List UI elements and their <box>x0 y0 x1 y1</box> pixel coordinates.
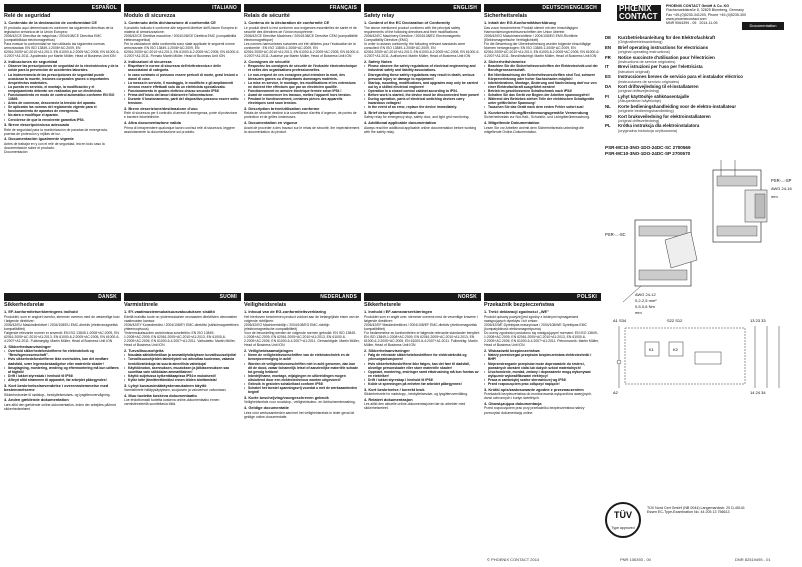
column-es <box>4 13 120 293</box>
paragraph: Lue ehdottomasti tuotetta koskeva online-dokumentaatio ennen varmistinreleellä suoritettavia töitä. <box>124 398 220 407</box>
circuit-a1: A1 S34 <box>613 318 627 323</box>
list-item: • Overhold sikkerhedsforskrifterne for elektroteknik og "Berufsgenossenschaft". <box>4 349 120 357</box>
column-de <box>484 13 600 293</box>
heading: 2. Safety Notes <box>364 58 392 64</box>
lang-bar-fr: FRANÇAIS <box>244 4 361 12</box>
language-title: Brevi istruzioni per l'uso per l'elettricista <box>618 64 703 70</box>
footer-pnr: PNR 106393 - 00 <box>620 557 651 562</box>
heading: 1. Inhalt der EG-Konformitätserklärung <box>484 19 556 25</box>
paragraph: 2006/42/EY Konedirektiivi / 2004/108/EY EMC-direktiivi (sähkömagneettinen yhteensopivuus) <box>124 322 239 331</box>
section-title: Relais de sécurité <box>244 13 290 19</box>
paragraph: 2006/42/CE Directive Machines / 2004/108/CE Directive CEM (compatibilité électromagnétique) <box>244 33 358 42</box>
language-subtitle: (instrucciones de servicio originales) <box>618 79 680 84</box>
tuv-text: TÜV Nord Cert GmbH (NB 0044) Langemarckstr. 20 D-45141 Essen EC-Type-Examination No. 44 205 13 756613 <box>647 506 745 515</box>
heading: 1. Inhoud van de EG-conformiteitsverklaring <box>244 308 326 314</box>
list-item: • Prima dell'inizio dei lavori disinserire l'alimentazione. <box>124 93 240 97</box>
lang-bar-es: ESPAÑOL <box>4 4 121 12</box>
heading: 1. EY-vaatimustenmukaisuusvakuutuksen sisältö <box>124 308 215 314</box>
paragraph: Le produit décrit ici est conforme aux exigences essentielles de santé et de sécurité des directives de l'Union européenne : <box>244 25 357 34</box>
heading: 1. Contenuto della dichiarazione di conformità CE <box>124 19 216 25</box>
list <box>124 64 240 105</box>
paragraph: Yhdenmukaisuuden arvioinnissa sovellettiin: EN ISO 13849-1:2008+AC:2009, EN 62061:2005+AC:2010+A1:2013, EN 61000-6-2:2005+AC:2005, EN 61000-6-4:2007+A1:2011. Valtuutettu: Martin Müller, Head of Business Unit ION <box>124 330 236 348</box>
item-numbers <box>605 145 691 156</box>
paragraph: Sicherheitsrelais zur Not-Halt-, Schutztür- und Lichtgitterüberwachung. <box>484 115 590 120</box>
language-title: Krótka instrukcja dla elektroinstalatora <box>618 123 700 129</box>
paragraph: In order to assess conformity, the following relevant standards were consulted: EN ISO 13849-1:2008+AC:2009, EN 62061:2005+AC:2010+A1:2013, EN 61000-6-2:2005+AC:2005, EN 61000-6-4:2007+A1:2011. Authorized: Martin Müller, Head of Business Unit ION <box>364 41 480 59</box>
heading: 4. Documentation en vigueur <box>244 120 298 126</box>
paragraph: 2006/42/EU Maskindirektivet / 2004/108/EU EMC-direktiv (elektromagnetisk kompatibilitet) <box>4 322 118 331</box>
lang-bar-no: NORSK <box>364 293 481 301</box>
list-item: • La inobservancia de las prescripciones de seguridad puede ocasionar la muerte, lesiones corporales graves o importantes desperfectos materiales. <box>4 73 120 85</box>
section-title: Modulo di sicurezza <box>124 13 176 19</box>
section-title: Veiligheidsrelais <box>244 302 287 308</box>
heading: 4. Additional applicable documentation <box>364 120 437 126</box>
language-subtitle: (originele bedieningshandleiding) <box>618 109 674 114</box>
lang-bar-da: DANSK <box>4 293 121 301</box>
heading: 4. Obowiązująca dokumentacja <box>484 400 542 406</box>
heading: 4. Altra documentazione valida <box>124 120 181 126</box>
list-item: • La mise en service, le montage, les modifications et les extensions ne doivent être effectués que par un électricien qualifié. <box>244 81 360 89</box>
list-item: • Betrieb im geschlossenen Schaltschrank nach IP54! <box>484 89 600 93</box>
language-code: FR <box>605 54 611 60</box>
footer-dnr: DNR 82519495 - 01 <box>735 557 771 562</box>
heading: 1. Content of the EC Declaration of Conformity <box>364 19 451 25</box>
paragraph: Produkt opisany powyżej jest zgodny z istotnymi wymaganiami następujących dyrektyw i ich zmian: <box>484 314 579 323</box>
language-subtitle: (Originalbetriebsanleitung) <box>618 40 663 45</box>
language-subtitle: (original driftsvejledning) <box>618 89 660 94</box>
language-title: Brief operating instructions for electricians <box>618 44 709 50</box>
heading: 2. Veiligheidsaanwijzingen <box>244 347 293 353</box>
column-pl <box>484 302 600 554</box>
list-item: • Fonctionnement en armoire électrique fermée selon IP54 ! <box>244 89 360 93</box>
device-sc-drawing <box>605 220 697 315</box>
heading: 3. Brief description/Intended use <box>364 109 425 115</box>
circuit-t13: 13 23 33 <box>750 318 766 323</box>
label-mm-top: mm <box>771 194 778 199</box>
paragraph: Produktet som er angitt over, stemmer overens med de vesentlige kravene i følgende direktiver: <box>364 314 478 323</box>
heading: 4. Documentación igualmente vigente <box>4 136 74 142</box>
heading: 1. Treść deklaracji zgodności „WE" <box>484 308 549 314</box>
paragraph: Il prodotto indicato è conforme alle seguenti direttive dell'Unione Europea in materia di armonizzazione: <box>124 25 238 34</box>
heading: 3. Korte beschrijving/voorgeschreven gebruik <box>244 394 329 400</box>
heading: 2. Sikkerhedsanvisninger <box>4 343 51 349</box>
mnr: MNR 9064399 - 05 <box>666 21 697 26</box>
list-item: • Rispettare le norme di sicurezza dell'elettrotecnica e delle associazioni di categoria. <box>124 64 240 72</box>
language-title: Instrucciones breves de servicio para el instalador eléctrico <box>618 74 743 80</box>
list-item: • Se aplicarán las normas del reglamento vigente para el funcionamiento de aparatos de emergencia. <box>4 105 120 113</box>
section-title: Varmistinrele <box>124 302 158 308</box>
list-item: • Hvis sikkerhetsforskriftene ikke følges, kan det føre til dødsfall, alvorlige personskader eller store materielle skader! <box>364 362 480 370</box>
list-item: • Kytke laite jännitteettömäksi ennen töiden aloittamista! <box>124 378 240 382</box>
list <box>244 64 360 105</box>
list-item: • Schalten Sie das Gerät vor Beginn der Arbeiten spannungsfrei! <box>484 93 600 97</box>
paragraph: Para evaluar la conformidad se han utilizado las siguientes normas armonizadas: EN ISO 13849-1:2008+AC:2009, EN 62061:2005+AC:2010+A1:2013, EN 61000-6-2:2005+AC:2005, EN 61000-6-4:2007+A1:2011. Apoderado por Martin Müller, Head of Business Unit ION <box>4 41 120 59</box>
list-item: • Before work is started, the device must be disconnected from power! <box>364 93 480 97</box>
section-title: Relé de seguridad <box>4 13 51 19</box>
heading: 4. Geldige documentatie <box>244 404 289 410</box>
circuit-t14: 14 24 34 <box>750 390 766 395</box>
lang-bar-fi: SUOMI <box>124 293 241 301</box>
list-item: • Nieprzestrzeganie przepisów może doprowadzić do śmierci, poważnych obrażeń ciała lub dużych szkód materialnych! <box>484 362 600 370</box>
tuv-certification <box>605 502 795 542</box>
section-title: Przekaźnik bezpieczeństwa <box>484 302 555 308</box>
list-item: • Antes de comenzar, desconecte la tensión del aparato. <box>4 101 120 105</box>
list-item: • Gebruik in gesloten schakelkast conform IP54! <box>244 382 360 386</box>
paragraph: The above mentioned product conforms with the principal safety requirements of the following directives and their modifications: <box>364 25 461 34</box>
list-item: • Koble ut spenningen på enheten før arbeidet påbegynnes! <box>364 382 480 386</box>
paragraph: Przed rozpoczęciem prac przy przekaźniku bezpieczeństwa należy przeczytać dokumentację online. <box>484 406 585 415</box>
column-en <box>364 13 480 293</box>
list-item: • Respectez les consignes de sécurité de l'industrie électrotechnique et celles des organisations professionnelles. <box>244 64 360 72</box>
list-item: • Tauschen Sie das Gerät nach dem ersten Fehler sofort aus! <box>484 105 600 109</box>
heading: 2. Sicherheitshinweise <box>484 58 526 64</box>
list-item: • Durante il funzionamento, parti del dispositivo possono essere sotto tensione. <box>124 97 240 105</box>
language-title: Korte bedieningshandleiding voor de elektro-installateur <box>618 103 737 109</box>
item-number-sc: PSR-MC10-3NO-1DO-24DC-SC 2700569 <box>605 145 691 150</box>
company-address <box>666 4 746 25</box>
list-item: • Uruchomienie, montaż, zmiany i doposażenie mogą wykonywać wyłącznie wykwalifikowani elektrycy! <box>484 370 600 378</box>
paragraph: Het hierboven beschreven product voldoet aan de belangrijkste eisen van de volgende richtlijnen: <box>244 314 360 323</box>
heading: 1. EF-konformitetserklæringens indhold <box>4 308 78 314</box>
list-item: • Drift i lukket styreskab i henhold til IP54! <box>4 374 120 378</box>
paragraph: Antes de trabajar en y con el relé de seguridad, lea en todo caso la documentación sobre el producto. <box>4 142 105 151</box>
language-subtitle: (Alkuperäinen käyttöohje) <box>618 99 662 104</box>
heading: 2. Sikkerhetsanvisninger <box>364 347 410 353</box>
list-item: • During operation, parts of electrical switching devices carry hazardous voltages! <box>364 97 480 105</box>
heading: 2. Indicazioni di sicurezza <box>124 58 172 64</box>
heading: 3. Description brève/utilisation conforme <box>244 105 320 111</box>
language-title: Lyhyt käyttöohje sähköasentajalle <box>618 93 690 99</box>
language-code: NO <box>605 113 612 119</box>
list-item: • Følg de relevante sikkerhetsforskriftene for elektroteknikk og yrkesorganisasjonen! <box>364 353 480 361</box>
heading: 2. Indicaciones de seguridad <box>4 58 58 64</box>
paragraph: 2006/42/EG Maschinenrichtlinie / 2004/108/EG EMV-Richtlinie (Elektromagnetische Verträglichkeit) <box>484 33 578 42</box>
label-psr-sc: PSR-...-SC <box>605 232 626 237</box>
paragraph: Produktet, som er angivet ovenfor, stemmer overens med de væsentlige krav i følgende direktiver: <box>4 314 120 323</box>
language-list <box>605 35 795 133</box>
language-code: IT <box>605 64 609 70</box>
paragraph: Documentación <box>4 150 28 155</box>
paragraph: 2006/42/WE Dyrektywa maszynowa / 2004/108/WE Dyrektywa EMC (kompatybilność elektromagnetyczna) <box>484 322 587 331</box>
circuit-k2: K2 <box>673 347 678 352</box>
paragraph: Relé de seguridad para la monitorización de paradas de emergencia, puertas de protección y rejillas de luz. <box>4 127 108 136</box>
paragraph: Følgende relevante normer er anvendt: EN ISO 13849-1:2008+AC:2009, EN 62061:2005+AC:2010+A1:2013, EN 61000-6-2:2005+AC:2005, EN 61000-6-4:2007+A1:2011. Fuldmægtig: Martin Müller, Head of Business Unit ION <box>4 330 120 344</box>
list-item: • Ibrugtagning, montering, ændring og eftermontering må kun udføres af fagfolk! <box>4 366 120 374</box>
list <box>364 64 480 109</box>
list <box>244 353 360 394</box>
lang-bar-it: ITALIANO <box>124 4 241 12</box>
circuit-k1: K1 <box>649 347 654 352</box>
list-item: • Le non-respect de ces consignes peut entraîner la mort, des blessures graves ou d'importants dommages matériels. <box>244 73 360 81</box>
paragraph: Avant de procéder à des travaux sur le relais de sécurité, lire impérativement la documentation du produit. <box>244 125 360 134</box>
circuit-a2: A2 <box>613 390 618 395</box>
heading: 4. Muu tuotetta koskeva dokumentaatio <box>124 392 197 398</box>
list-item: • Drift i lukket styreskap i henhold til IP54! <box>364 378 480 382</box>
paragraph: Les alltid den aktuelle online-dokumentasjonen før du arbeider med sikkerhetsreleet. <box>364 402 466 411</box>
list-item: • Während des Betriebes stehen Teile der elektrischen Schaltgeräte unter gefährlicher Spannung! <box>484 97 600 105</box>
heading: 2. Consignes de sécurité <box>244 58 290 64</box>
language-title: Notice succincte d'utilisation pour l'électricien <box>618 54 715 60</box>
label-awg-left: AWG 24-12 <box>635 292 656 297</box>
logo-top-text: PHŒNIX <box>619 4 652 13</box>
list-item: • Należy przestrzegać przepisów bezpieczeństwa elektrotechniki i BHP! <box>484 353 600 361</box>
label-dims-left: 0,2-2,5 mm² <box>635 298 657 303</box>
list-item: • Praca w zamkniętej szafce sterowniczej wg IP54! <box>484 378 600 382</box>
language-title: Kurzbetriebsanleitung für den Elektrofachkraft <box>618 35 716 40</box>
heading: 1. Contenido de la declaración de conformidad CE <box>4 19 97 25</box>
list-item: • Cerciórese de que la envolvente garantiza IP54. <box>4 118 120 122</box>
tuv-logo <box>605 502 641 538</box>
label-mm-left: mm <box>635 310 642 315</box>
heading: 3. Breve descripción/uso adecuado <box>4 122 70 128</box>
footer-copyright: © PHOENIX CONTACT 2014 <box>487 557 540 562</box>
heading: 1. Innhold i EF-samsvarserklæringen <box>364 308 433 314</box>
language-code: FI <box>605 93 609 99</box>
label-awg-top: AWG 24-16 <box>771 186 792 191</box>
list-item: • Käyttö suljetussa kytkentäkaapissa IP54:n mukaisesti! <box>124 374 240 378</box>
company-name: PHOENIX CONTACT GmbH & Co. KG <box>666 4 730 8</box>
list-item: • Käyttöönoton, asennuksen, muutoksen ja jälkiasennuksen saa suorittaa vain sähköalan ammattilainen! <box>124 366 240 374</box>
paragraph: Das zuvor beschriebene Produkt stimmt mit den einschlägigen Harmonisierungsrechtsvorschriften der Union überein: <box>484 25 578 34</box>
circuit-diagram <box>613 318 779 395</box>
heading: 3. Breve descrizione/destinazione d'uso <box>124 105 198 111</box>
paragraph: Für die Bewertung der Übereinstimmung wurden folgende einschlägige Normen herangezogen: EN ISO 13849-1:2008+AC:2009, EN 62061:2005+AC:2010+A1:2013, EN 61000-6-2:2005+AC:2005, EN 61000-6-4:2007+A1:2011. Bevollmächtigt: Martin Müller, Head of Business Unit ION <box>484 41 600 59</box>
paragraph: Veiligheidsrelais voor noodstop-, veiligheidsdeur- en lichtschermbewaking. <box>244 400 356 405</box>
heading: 4. Relatert dokumentasjon <box>364 396 413 402</box>
list-item: • Worden de veiligheidsvoorschriften niet in acht genomen, dan kan dit de dood, zwaar lichamelijk letsel of aanzienlijke materiële schade tot gevolg hebben! <box>244 362 360 374</box>
list-item: • Funzionamento in quadro elettrico chiuso secondo IP54! <box>124 89 240 93</box>
paragraph: 2006/42/CE Directiva de máquinas / 2004/108/CE Directiva EMC (compatibilidad electromagnética) <box>4 33 102 42</box>
paragraph: Always read the additional applicable online documentation before working with the safety relay. <box>364 125 477 134</box>
heading: 4. Anden gældende dokumentation <box>4 397 69 403</box>
paragraph: Relè di sicurezza per il controllo di arresti di emergenza, porte di protezione e barriere fotoelettriche. <box>124 111 238 120</box>
column-no <box>364 302 480 554</box>
heading: 3. Kort beskrivelse / korrekt bruk <box>364 386 425 392</box>
language-subtitle: (instructions de service originales) <box>618 60 676 65</box>
list-item: • Disregarding these safety regulations may result in death, serious personal injury or damage to equipment! <box>364 73 480 81</box>
paragraph: Safety relay for emergency stop, safety door, and light grid monitoring. <box>364 115 470 120</box>
section-title: Sikkerhedsrelæ <box>4 302 45 308</box>
list-item: • La puesta en servicio, el montaje, la modificación y el reequipamiento deberán ser realizados por un electricista. <box>4 85 120 93</box>
paragraph: El producto aquí determinado es conforme las siguientes directivas de la legislación armónica de la Unión Europea: <box>4 25 114 34</box>
paragraph: Les normes harmonisées suivantes ont été utilisées pour l'évaluation de la conformité : EN ISO 13849-1:2008+AC:2009, EN 62061:2005+AC:2010+A1:2013, EN 61000-6-2:2005+AC:2005, EN 61000-6-4:2007+A1:2011. Autorisé par Martin Müller, Head of Business Unit ION <box>244 41 360 59</box>
tuv-mark-text: TÜV <box>614 510 632 520</box>
heading: 3. Lyhyt kuvaus/määräystenmukainen käyttö <box>124 382 207 388</box>
language-subtitle: (istruzioni originali) <box>618 69 650 74</box>
language-code: DE <box>605 35 612 40</box>
list-item: • Bei Nichtbeachtung der Sicherheitsvorschriften sind Tod, schwere Körperverletzung oder hoher Sachschaden möglich! <box>484 73 600 81</box>
section-title: Sicherheitsrelais <box>484 13 528 19</box>
list <box>4 64 120 121</box>
list-item: • Neem de veiligheidsvoorschriften van de elektrotechniek en de beroepsvereniging in acht! <box>244 353 360 361</box>
list-item: • Afbryd altid strømmen til apparatet, før arbejdet påbegyndes! <box>4 378 120 382</box>
device-diagram <box>605 160 797 395</box>
language-code: EN <box>605 44 612 50</box>
paragraph: Przekaźnik bezpieczeństwa do monitorowania wyłączników awaryjnych, drzwi ochronnych i kurtyn świetlnych. <box>484 392 592 401</box>
list-item: • Oppstart, montering, endringer samt ettutrustning må kun foretas av en elektriker! <box>364 370 480 378</box>
item-number-sp: PSR-MC10-3NO-1DO-24DC-SP 2700570 <box>605 150 691 156</box>
phoenix-contact-logo <box>617 5 661 21</box>
paragraph: Edellä mainittu tuote on yhdenmukainen seuraavien direktiivien olennaisten vaatimusten kanssa: <box>124 314 238 323</box>
language-code: NL <box>605 103 611 109</box>
paragraph: Varmistinrele hätäpysäytyksen, suojaoven ja valoverhon valvontaan. <box>124 388 227 393</box>
paragraph: 2006/42/CE Direttiva macchine / 2004/108/CE Direttiva EMC (compatibilità elettromagnetica) <box>124 33 237 42</box>
language-title: Kort bruksveiledning for elektroinstallatøren <box>618 113 711 119</box>
paragraph: 2006/42/EG Machinerichtlijn / 2004/108/EG EMC-richtlijn (elektromagnetische compatibiliteit) <box>244 322 330 331</box>
date: 2014-11-05 <box>699 21 718 26</box>
column-it <box>124 13 240 293</box>
column-da <box>4 302 120 554</box>
paragraph: Per la valutazione della conformità sono state applicate le seguenti norme armonizzate: EN ISO 13849-1:2008+AC:2009, EN 62061:2005+AC:2010+A1:2013, EN 61000-6-2:2005+AC:2005, EN 61000-6-4:2007+A1:2011. Firmato Martin Müller, Head of Business Unit ION <box>124 41 240 59</box>
label-psr-sp: PSR-...-SP <box>771 178 792 183</box>
lang-bar-de: DEUTSCH/ENGLISCH <box>484 4 601 12</box>
list-item: • Observe las prescripciones de seguridad de la electrotécnica y de la unión para la prevención de accidentes laborales. <box>4 64 120 72</box>
language-code: ES <box>605 74 611 80</box>
heading: 3. Kurzbeschreibung/Bestimmungsgemäße Verwendung <box>484 109 589 115</box>
language-subtitle: (original operating instructions) <box>618 50 670 55</box>
documentation-badge: Documentation <box>742 22 784 30</box>
label-torque: 0,5-0,6 Nm <box>635 304 655 309</box>
paragraph: Do oceny zgodności posłużono się następującymi normami: EN ISO 13849-1:2008+AC:2009, EN 62061:2005+AC:2010+A1:2013, EN 61000-6-2:2005+AC:2005, EN 61000-6-4:2007+A1:2011. Pełnomocnik: Martin Müller, Head of Business Unit ION <box>484 330 599 348</box>
list-item: • Funcionamiento en modo de control automático conforme EN ISO 13849. <box>4 93 120 101</box>
list-item: • In caso contrario ci possono essere pericoli di morte, gravi lesioni o danni di cose. <box>124 73 240 81</box>
circuit-s12: S22 S12 <box>667 318 683 323</box>
heading: 4. Mitgeltende Dokumentation <box>484 120 540 126</box>
list-item: • Avant de commencer les travaux, mettez l'appareil hors tension. <box>244 93 360 97</box>
list-item: • Turvallisuusohjeiden laiminlyönti voi aiheuttaa kuoleman, vakavia henkilövahinkoja tai suuria aineellisia vahinkoja! <box>124 357 240 365</box>
heading: 1. Contenu de la déclaration de conformité CE <box>244 19 330 25</box>
doc-number <box>666 21 746 25</box>
paragraph: For bedømmelse av konformiteten er følgende relevante standarder benyttet: EN ISO 13849-1:2008+AC:2009, EN 62061:2005+AC:2010+A1:2013, EN 61000-6-2:2005+AC:2005, EN 61000-6-4:2007+A1:2011. Fullmektig: Martin Müller, Head of Business Unit ION <box>364 330 480 348</box>
list <box>484 353 600 386</box>
company-web: www.phoenixcontact.com <box>666 16 707 21</box>
list <box>124 353 240 382</box>
list-item: • Operation in a closed control cabinet according to IP54. <box>364 89 480 93</box>
heading: 3. Kort beskrivelse/anvendelse i overensstemmelse med bestemmelserne <box>4 382 109 393</box>
paragraph: Sikkerhetsrele for nødstopp-, beskyttelsesdør- og lysgitterovervåking. <box>364 392 469 397</box>
language-subtitle: (oryginalna instrukcja użytkowania) <box>618 128 678 133</box>
list-item: • Inbedrijfname, montage, wijzigingen en uitbreidingen mogen uitsluitend door een elektrotechnicus worden uitgevoerd! <box>244 374 360 382</box>
language-code: DA <box>605 84 612 90</box>
paragraph: Relais de sécurité destiné à la surveillance d'arrêts d'urgence, de portes de protection et de grilles lumineuses. <box>244 111 357 120</box>
paragraph: Lesen Sie vor Arbeiten am/mit dem Sicherheitsrelais unbedingt die mitgeltende Online-Dokumentation. <box>484 125 584 134</box>
paragraph: Sikkerhedsrelæ til nødstop-, beskyttelsesdørs- og lysgitterovervågning. <box>4 392 111 397</box>
lang-bar-en: ENGLISH <box>364 4 481 12</box>
list-item: • In the event of an error, replace the device immediately. <box>364 105 480 109</box>
section-title: Safety relay <box>364 13 395 19</box>
language-subtitle: (original driftsveiledning) <box>618 118 660 123</box>
list-item: • La messa in servizio, il montaggio, le modifiche e gli ampliamenti devono essere effettuati solo da un elettricista specializzato. <box>124 81 240 89</box>
paragraph: Lees vóór werkzaamheden aan/met het veiligheidsrelais in ieder geval de geldige online-documentatie. <box>244 410 355 419</box>
column-nl <box>244 302 360 554</box>
list-item: • Hvis sikkerhedsforskrifterne ikke overholdes, kan det medføre dødsfald, svær legemsbeskadigelse eller materielle skader! <box>4 357 120 365</box>
paragraph: Voor de beoordeling werden de volgende normen gebruikt: EN ISO 13849-1:2008+AC:2009, EN 62061:2005+AC:2010+A1:2013, EN 61000-6-2:2005+AC:2005, EN 61000-6-4:2007+A1:2011. Gemachtigde: Martin Müller, Head of Business Unit ION <box>244 330 360 348</box>
logo-bottom-text: CONTACT <box>619 12 658 21</box>
list-item: • Noudata sähkötekniikan ja ammattiyhdistyksen turvallisuusohjeita! <box>124 353 240 357</box>
company-phone: Fax +49-(0)5235-341200, Phone +49-(0)5235-300 <box>666 12 747 17</box>
tuv-sub-text: Type approved <box>611 526 635 530</box>
list-item: • Please observe the safety regulations of electrical engineering and industrial safety and liability associations. <box>364 64 480 72</box>
list <box>484 64 600 109</box>
heading: 2. Wskazówki bezpieczeństwa <box>484 347 540 353</box>
device-sp-drawing <box>713 160 793 242</box>
section-title: Sikkerhetsrele <box>364 302 401 308</box>
list-item: • Pendant le fonctionnement, certaines pièces des appareils électriques sont sous tension. <box>244 97 360 105</box>
heading: 2. Turvallisuusohjeita <box>124 347 164 353</box>
paragraph: 2006/42/EF Maskindirektivet / 2004/108/EF EMC-direktiv (elektromagnetisk kompatibilitet) <box>364 322 478 331</box>
company-street: Flachsmarktstraße 8, 32825 Blomberg, Germany <box>666 8 744 13</box>
language-code: PL <box>605 123 611 129</box>
paragraph: Prima di intraprendere qualunque lavoro con/sul relè di sicurezza, leggere assolutamente la documentazione sul prodotto. <box>124 125 235 134</box>
list-item: • Przed rozpoczęciem prac odłączyć napięcie! <box>484 382 600 386</box>
column-fi <box>124 302 240 554</box>
list-item: • Startup, mounting, modifications, and upgrades may only be carried out by a skilled electrical engineer! <box>364 81 480 89</box>
list-item: • Inbetriebnahme, Montage, Änderung und Nachrüstung darf nur von einer Elektrofachkraft ausgeführt werden! <box>484 81 600 89</box>
paragraph: 2006/42/EC Machinery Directive / 2004/108/EC Electromagnetic Compatibility Directive (EMC) <box>364 33 461 42</box>
list-item: • Beachten Sie die Sicherheitsvorschriften der Elektrotechnik und der Berufsgenossenschaft. <box>484 64 600 72</box>
list-item: • Schakel het toestel spanningsvrij voordat u met de werkzaamheden begint! <box>244 386 360 394</box>
lang-bar-pl: POLSKI <box>484 293 601 301</box>
list <box>364 353 480 386</box>
language-title: Kort driftsvejledning til el-installatøren <box>618 84 699 90</box>
paragraph: Læs altid den gældende online-dokumentation, inden der arbejdes på/med sikkerhedsrelæet. <box>4 402 116 411</box>
column-fr <box>244 13 360 293</box>
list <box>4 349 120 382</box>
lang-bar-nl: NEDERLANDS <box>244 293 361 301</box>
list-item: • No abra o modifique el aparato. <box>4 113 120 117</box>
heading: 3. Krótki opis/zastosowanie zgodne z przeznaczeniem <box>484 386 584 392</box>
